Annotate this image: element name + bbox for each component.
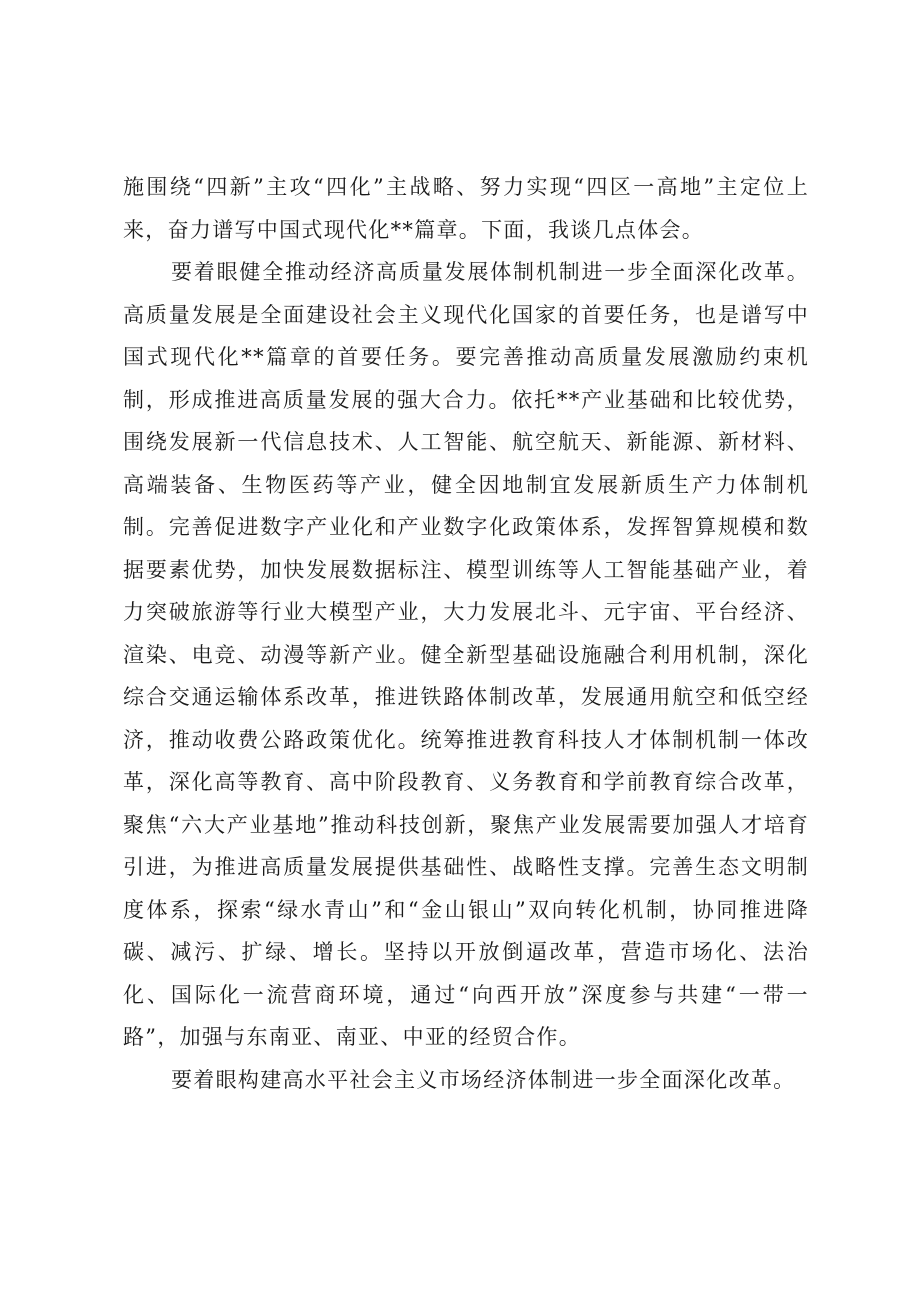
paragraph-market-economy: 要着眼构建高水平社会主义市场经济体制进一步全面深化改革。: [171, 1067, 796, 1092]
paragraph-high-quality-development: 要着眼健全推动经济高质量发展体制机制进一步全面深化改革。高质量发展是全面建设社会主义现代化国家的首要任务，也是谱写中国式现代化**篇章的首要任务。要完善推动高质量发展激励约束机制，形成推进高质量发展的强大合力。依托**产业基础和比较优势，围绕发展新一代信息技术、人工智能、航空航天、新能源、新材料、高端装备、生物医药等产业，健全因地制宜发展新质生产力体制机制。完善促进数字产业化和产业数字化政策体系，发挥智算规模和数据要素优势，加快发展数据标注、模型训练等人工智能基础产业，着力突破旅游等行业大模型产业，大力发展北斗、元宇宙、平台经济、渲染、电竞、动漫等新产业。健全新型基础设施融合利用机制，深化综合交通运输体系改革，推进铁路体制改革，发展通用航空和低空经济，推动收费公路政策优化。统筹推进教育科技人才体制机制一体改革，深化高等教育、高中阶段教育、义务教育和学前教育综合改革，聚焦“六大产业基地”推动科技创新，聚焦产业发展需要加强人才培育引进，为推进高质量发展提供基础性、战略性支撑。完善生态文明制度体系，探索“绿水青山”和“金山银山”双向转化机制，协同推进降碳、减污、扩绿、增长。坚持以开放倒逼改革，营造市场化、法治化、国际化一流营商环境，通过“向西开放”深度参与共建“一带一路”，加强与东南亚、南亚、中亚的经贸合作。: [123, 260, 809, 1049]
document-body: [123, 166, 809, 1101]
paragraph-continuation: 施围绕“四新”主攻“四化”主战略、努力实现“四区一高地”主定位上来，奋力谱写中国式现代化**篇章。下面，我谈几点体会。: [123, 175, 809, 242]
